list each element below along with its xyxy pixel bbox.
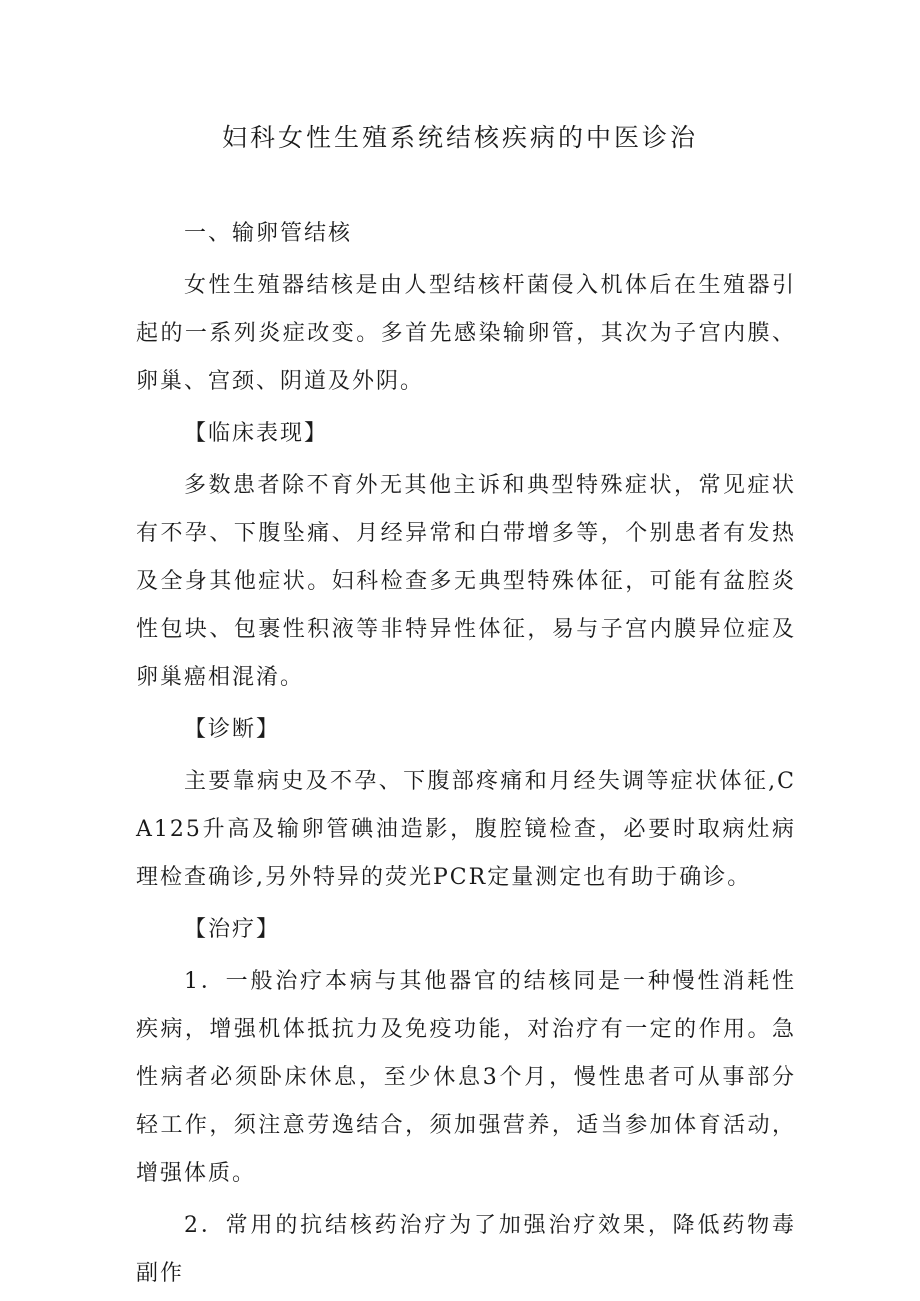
- treatment-item-1: 1．一般治疗本病与其他器官的结核同是一种慢性消耗性疾病，增强机体抵抗力及免疫功能，对治疗有一定的作用。急性病者必须卧床休息，至少休息3个月，慢性患者可从事部分轻工作，须注意劳逸结合，须加强营养，适当参加体育活动，增强体质。: [136, 969, 796, 1186]
- diagnosis-heading: 【诊断】: [184, 717, 281, 742]
- clinical-paragraph: 多数患者除不育外无其他主诉和典型特殊症状，常见症状有不孕、下腹坠痛、月经异常和白带增多等，个别患者有发热及全身其他症状。妇科检查多无典型特殊体征，可能有盆腔炎性包块、包裹性积液等非特异性体征，易与子宫内膜异位症及卵巢癌相混淆。: [136, 473, 796, 690]
- document-body: [136, 210, 796, 1298]
- document-title: 妇科女性生殖系统结核疾病的中医诊治: [221, 123, 698, 152]
- section-heading: 一、输卵管结核: [184, 221, 353, 246]
- treatment-item-2: 2．常用的抗结核药治疗为了加强治疗效果，降低药物毒副作: [136, 1213, 796, 1286]
- intro-paragraph: 女性生殖器结核是由人型结核杆菌侵入机体后在生殖器引起的一系列炎症改变。多首先感染输卵管，其次为子宫内膜、卵巢、宫颈、阴道及外阴。: [136, 273, 796, 394]
- diagnosis-paragraph: 主要靠病史及不孕、下腹部疼痛和月经失调等症状体征,CA125升高及输卵管碘油造影，腹腔镜检查，必要时取病灶病理检查确诊,另外特异的荧光PCR定量测定也有助于确诊。: [136, 769, 796, 890]
- clinical-heading: 【临床表现】: [184, 421, 329, 446]
- treatment-heading: 【治疗】: [184, 917, 281, 942]
